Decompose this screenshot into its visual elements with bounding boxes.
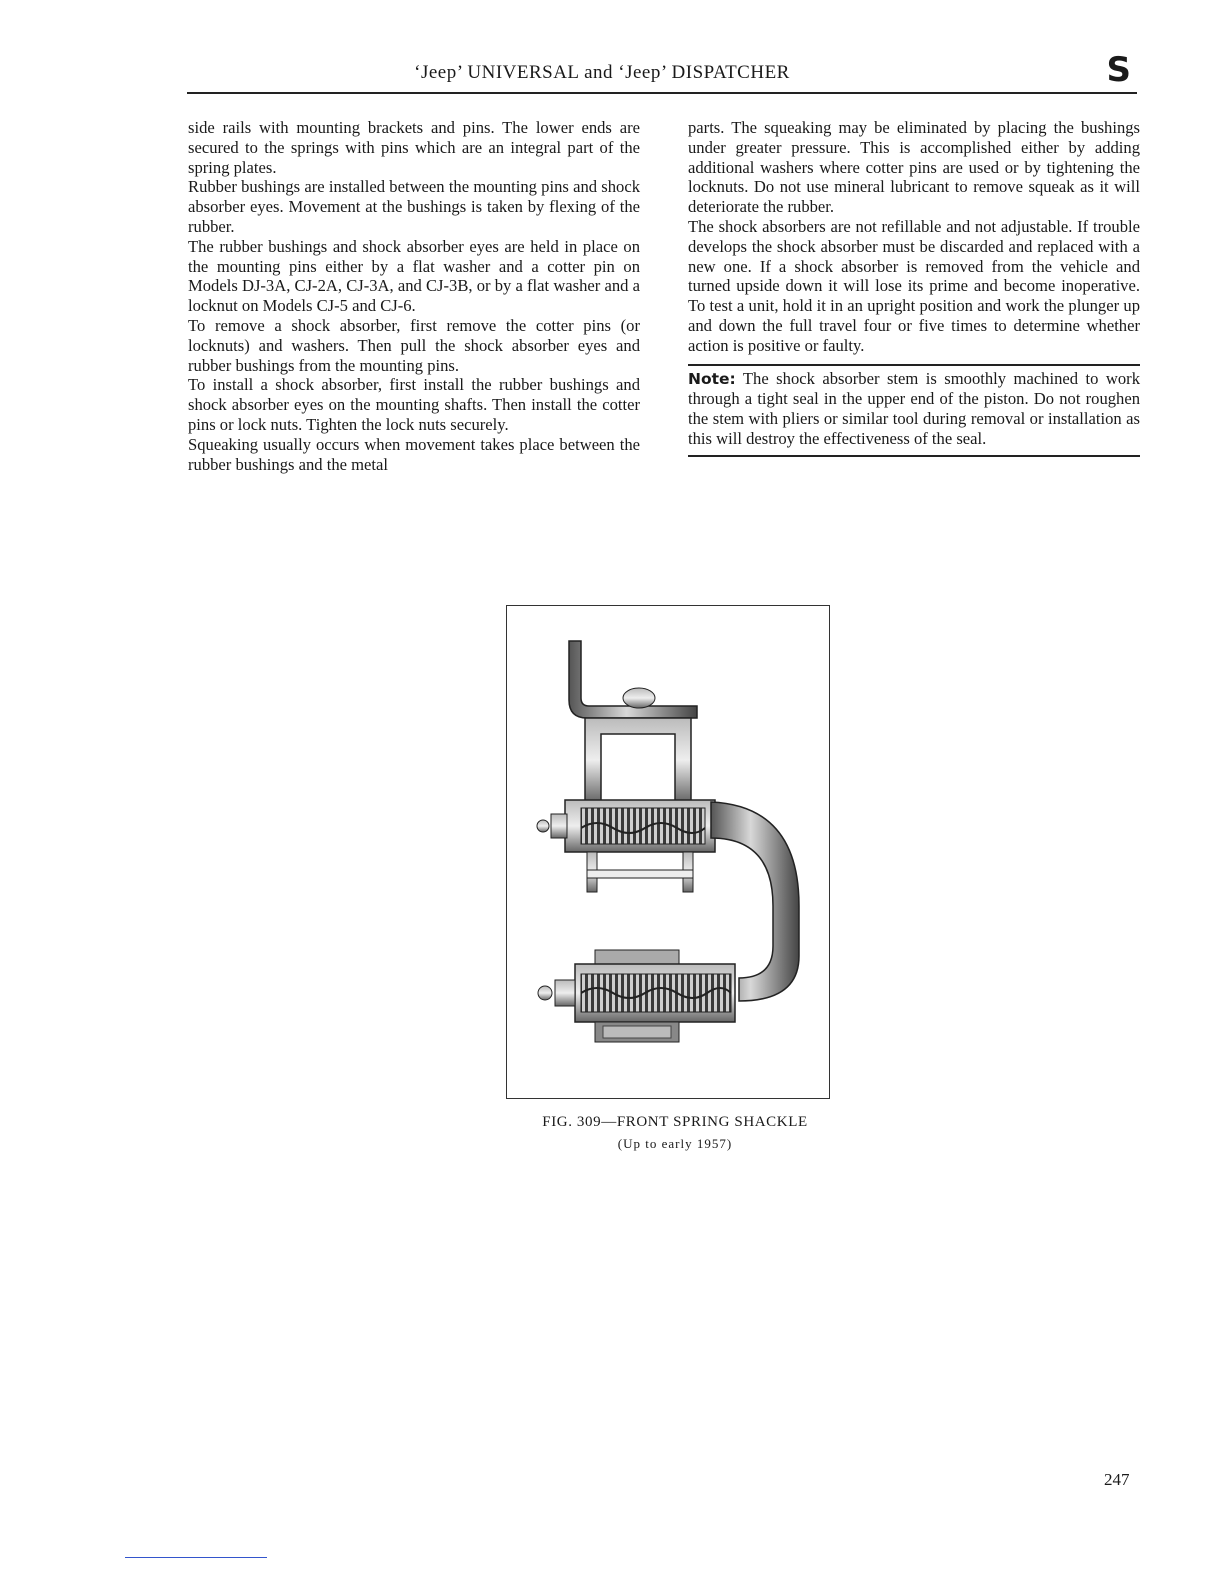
paragraph: To remove a shock absorber, first remove the cotter pins (or locknuts) and washers. Then pull the shock absorber eyes and rubber bushings from the mounting pins. (188, 315, 640, 375)
left-column (188, 118, 640, 474)
page-number: 247 (1104, 1470, 1130, 1489)
spring-shackle-illustration (507, 606, 831, 1100)
paragraph: Rubber bushings are installed between the mounting pins and shock absorber eyes. Movement at the bushings is taken by flexing of the rubber. (188, 177, 640, 236)
paragraph: side rails with mounting brackets and pins. The lower ends are secured to the springs with pins which are an integral part of the spring plates. (188, 118, 640, 177)
section-letter: S (1106, 50, 1131, 90)
paragraph: The shock absorbers are not refillable and not adjustable. If trouble develops the shock absorber must be discarded and replaced with a new one. If a shock absorber is removed from the vehicle and turned upside down it will lose its prime and become inoperative. To test a unit, hold it in an upright position and work the plunger up and down the full travel four or five times to determine whether action is positive or faulty. (688, 216, 1140, 355)
note-label: Note: (688, 369, 736, 388)
running-title: ‘Jeep’ UNIVERSAL and ‘Jeep’ DISPATCHER (414, 62, 790, 83)
figure-frame (506, 605, 830, 1099)
page-header (187, 50, 1137, 94)
figure-sub-caption: (Up to early 1957) (617, 1136, 733, 1151)
footer-rule (125, 1557, 267, 1558)
figure-caption: FIG. 309—FRONT SPRING SHACKLE (542, 1114, 808, 1130)
right-column (688, 118, 1140, 457)
note-text: The shock absorber stem is smoothly machined to work through a tight seal in the upper end of the piston. Do not roughen the stem with pliers or similar tool during removal or installation as this will destroy the effectiveness of the seal. (688, 368, 1140, 448)
paragraph: Squeaking usually occurs when movement takes place between the rubber bushings and the metal (188, 434, 640, 474)
note-box (688, 364, 1140, 457)
paragraph: The rubber bushings and shock absorber eyes are held in place on the mounting pins either by a flat washer and a cotter pin on Models DJ-3A, CJ-2A, CJ-3A, and CJ-3B, or by a flat washer and a locknut on Models CJ-5 and CJ-6. (188, 236, 640, 316)
paragraph: To install a shock absorber, first install the rubber bushings and shock absorber eyes on the mounting shafts. Then install the cotter pins or lock nuts. Tighten the lock nuts securely. (188, 375, 640, 434)
paragraph: parts. The squeaking may be eliminated by placing the bushings under greater pressure. This is accomplished either by adding additional washers where cotter pins are used or by tightening the locknuts. Do not use mineral lubricant to remove squeak as it will deteriorate the rubber. (688, 118, 1140, 217)
